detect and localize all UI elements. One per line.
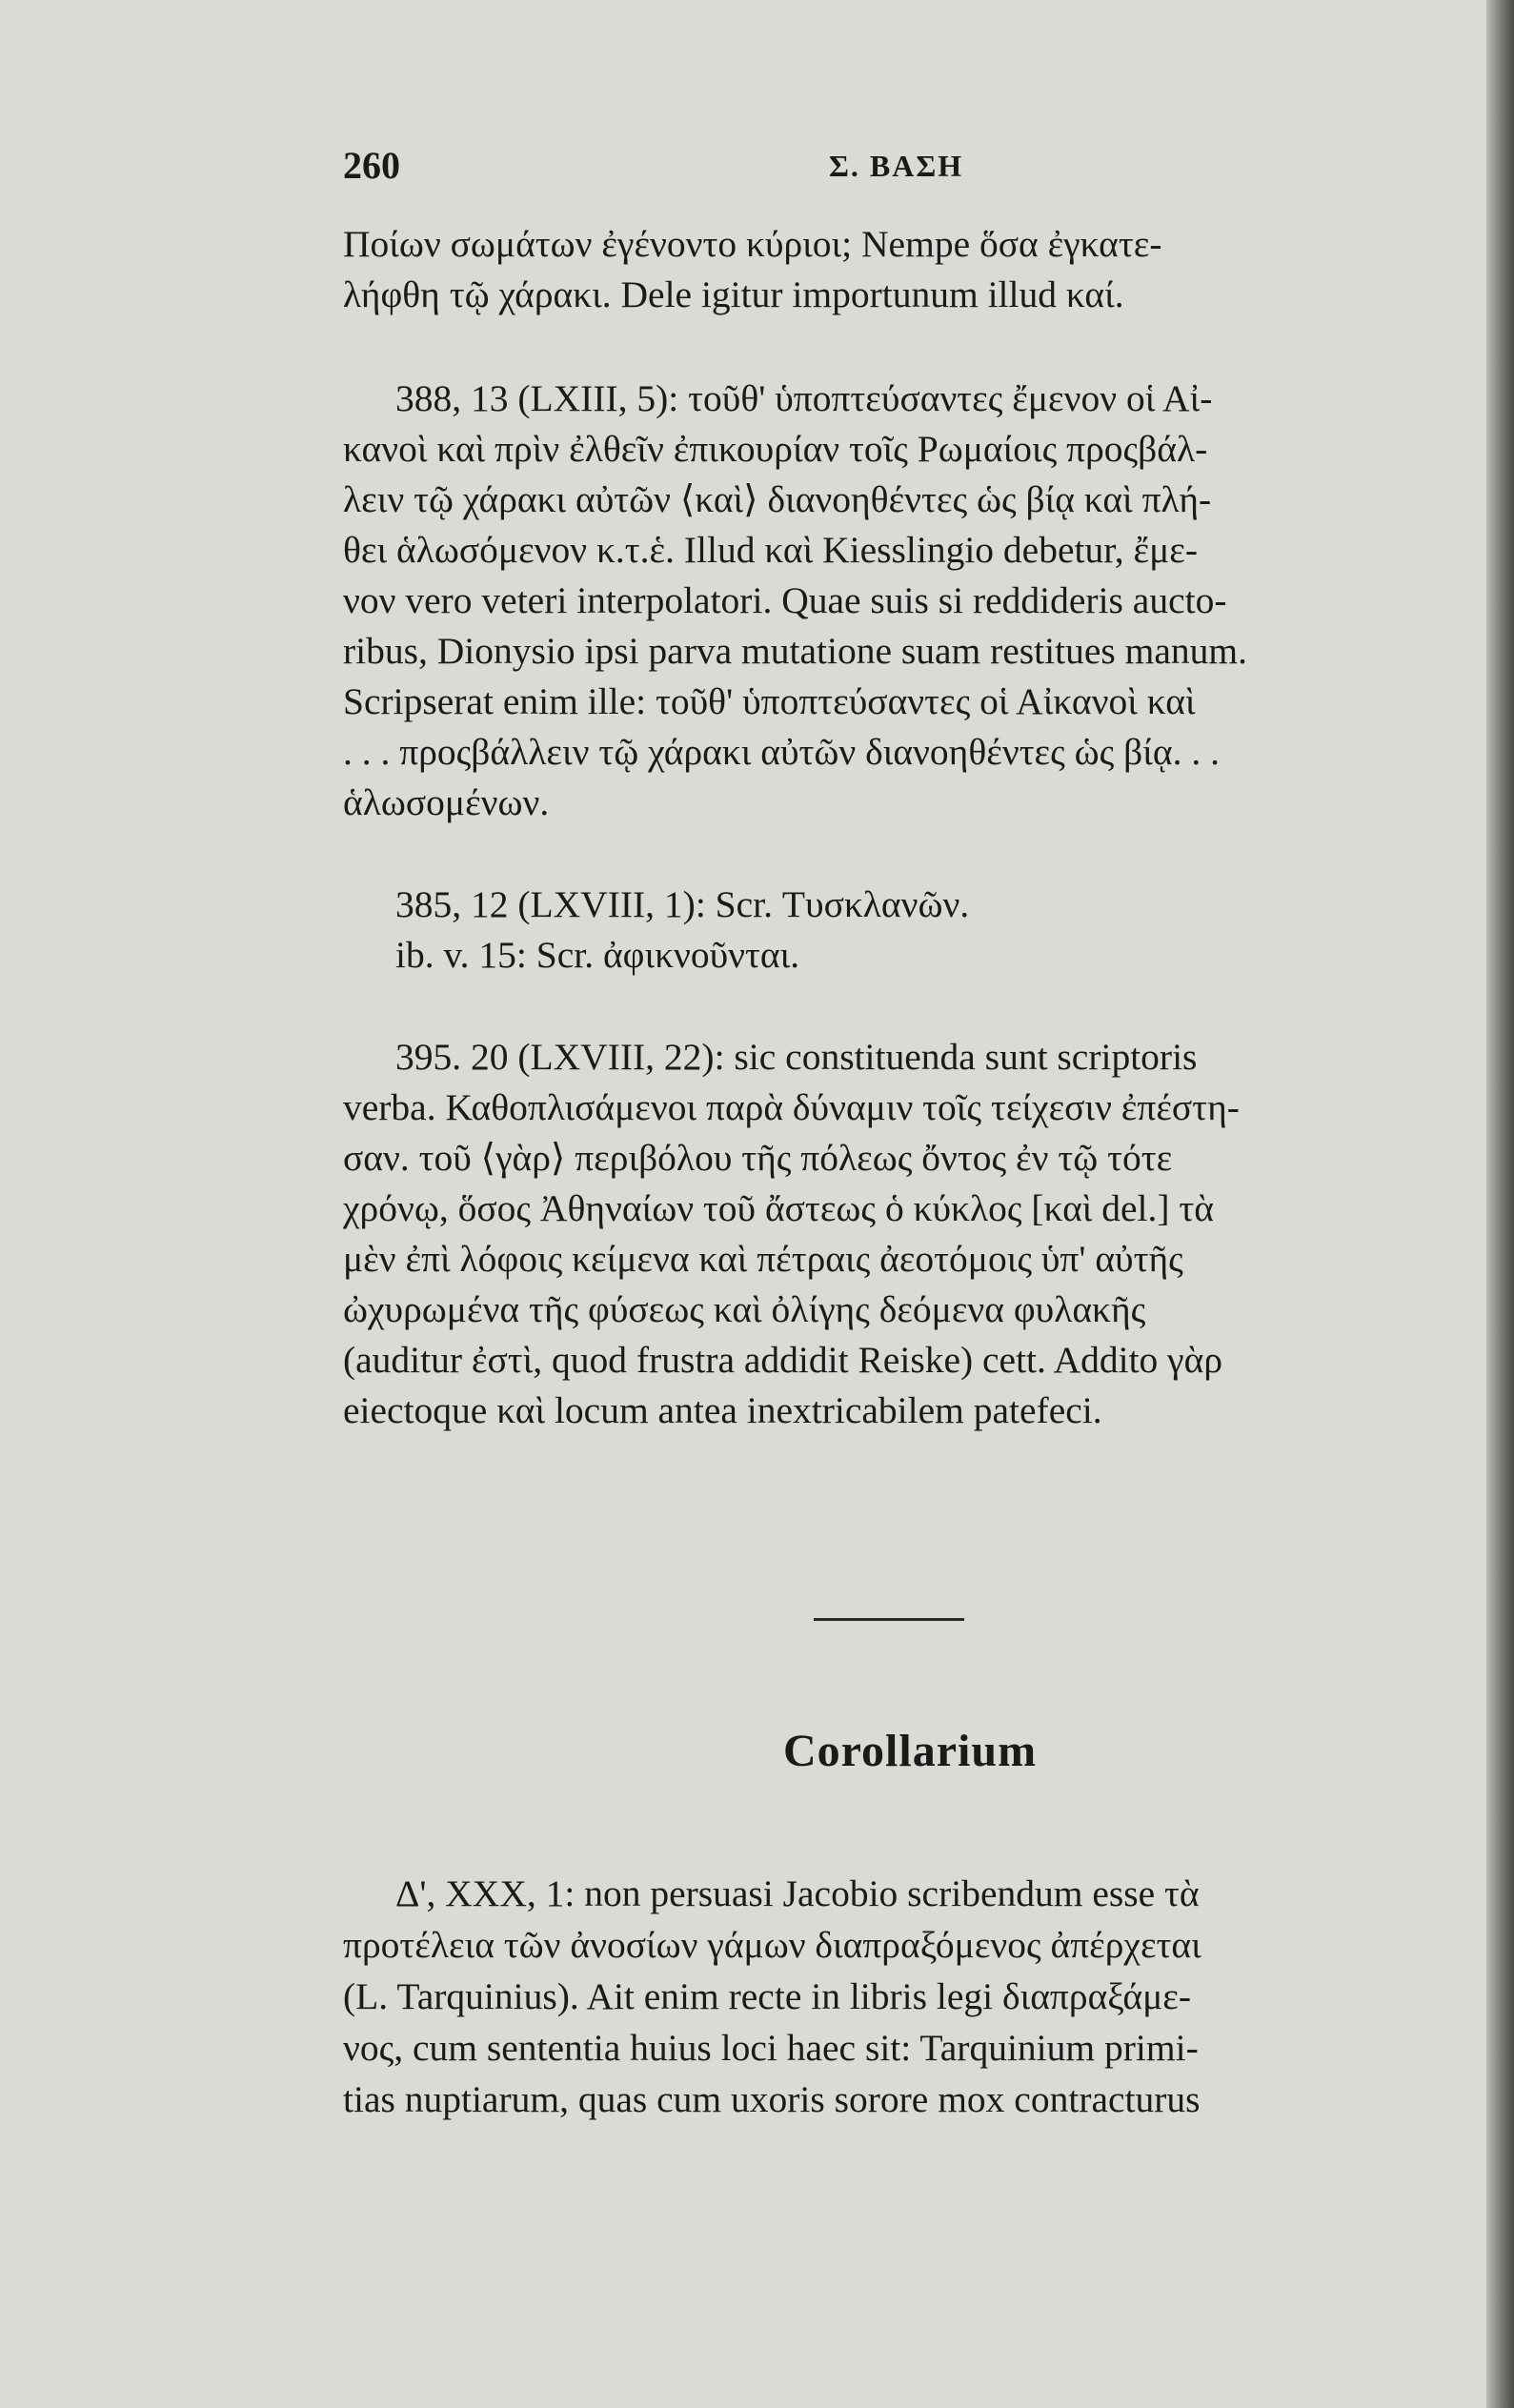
text-line: μὲν ἐπὶ λόφοις κείμενα καὶ πέτραις ἀεοτόμοις ὑπ' αὐτῆς bbox=[343, 1238, 1183, 1280]
text-line: θει ἁλωσόμενον κ.τ.ἑ. Illud καὶ Kiesslingio debetur, ἔμε- bbox=[343, 529, 1199, 571]
running-head bbox=[343, 143, 1477, 200]
text-line: (auditur ἐστὶ, quod frustra addidit Reiske) cett. Addito γὰρ bbox=[343, 1339, 1223, 1381]
text-line: Scripserat enim ille: τοῦθ' ὑποπτεύσαντες οἱ Αἰκανοὶ καὶ bbox=[343, 680, 1196, 722]
section-title: Corollarium bbox=[782, 1726, 1038, 1776]
text-line: 388, 13 (LXIII, 5): τοῦθ' ὑποπτεύσαντες ἔμενον οἱ Αἰ- bbox=[395, 377, 1213, 419]
text-line: ἁλωσομένων. bbox=[343, 781, 550, 823]
text-line: (L. Tarquinius). Ait enim recte in libris legi διαπραξάμε- bbox=[343, 1974, 1192, 2017]
corollary-paragraph bbox=[343, 1868, 1477, 2125]
text-line: νον vero veteri interpolatori. Quae suis si reddideris aucto- bbox=[343, 579, 1227, 621]
text-line: . . . προςβάλλειν τῷ χάρακι αὐτῶν διανοηθέντες ὡς βίᾳ. . . bbox=[343, 731, 1220, 773]
text-line: tias nuptiarum, quas cum uxoris sorore mox contracturus bbox=[343, 2077, 1201, 2120]
text-line: eiectoque καὶ locum antea inextricabilem patefeci. bbox=[343, 1389, 1102, 1431]
running-title: Σ. ΒΑΣΗ bbox=[829, 149, 964, 183]
paragraph-3 bbox=[343, 880, 1477, 981]
text-line: ὠχυρωμένα τῆς φύσεως καὶ ὀλίγης δεόμενα φυλακῆς bbox=[343, 1288, 1146, 1330]
paragraph-1 bbox=[343, 219, 1477, 320]
text-line: λειν τῷ χάρακι αὐτῶν ⟨καὶ⟩ διανοηθέντες ὡς βίᾳ καὶ πλή- bbox=[343, 478, 1212, 520]
text-line: προτέλεια τῶν ἀνοσίων γάμων διαπραξόμενος ἀπέρχεται bbox=[343, 1923, 1201, 1966]
text-line: Ποίων σωμάτων ἐγένοντο κύριοι; Nempe ὅσα ἐγκατε- bbox=[343, 223, 1162, 265]
text-line: νος, cum sententia huius loci haec sit: Tarquinium primi- bbox=[343, 2026, 1199, 2069]
text-line: 385, 12 (LXVIII, 1): Scr. Τυσκλανῶν. bbox=[395, 883, 970, 925]
text-line: 395. 20 (LXVIII, 22): sic constituenda sunt scriptoris bbox=[395, 1036, 1198, 1078]
corollary-text bbox=[343, 1830, 1477, 2162]
text-line: ribus, Dionysio ipsi parva mutatione suam restitues manum. bbox=[343, 630, 1247, 672]
section-divider bbox=[814, 1618, 964, 1621]
text-line: χρόνῳ, ὅσος Ἀθηναίων τοῦ ἄστεως ὁ κύκλος [καὶ del.] τὰ bbox=[343, 1187, 1214, 1229]
text-line: κανοὶ καὶ πρὶν ἐλθεῖν ἐπικουρίαν τοῖς Ρωμαίοις προςβάλ- bbox=[343, 428, 1208, 470]
text-line: λήφθη τῷ χάρακι. Dele igitur importunum illud καί. bbox=[343, 273, 1124, 315]
text-line: Δ', XXX, 1: non persuasi Jacobio scribendum esse τὰ bbox=[395, 1872, 1200, 1914]
paragraph-4 bbox=[343, 1032, 1477, 1436]
text-line: σαν. τοῦ ⟨γὰρ⟩ περιβόλου τῆς πόλεως ὄντος ἐν τῷ τότε bbox=[343, 1137, 1173, 1179]
page-number: 260 bbox=[343, 144, 400, 187]
page-edge-shadow bbox=[1486, 0, 1514, 2408]
main-text bbox=[343, 219, 1477, 1436]
text-line: verba. Καθοπλισάμενοι παρὰ δύναμιν τοῖς τείχεσιν ἐπέστη- bbox=[343, 1086, 1240, 1128]
text-line: ib. v. 15: Scr. ἀφικνοῦνται. bbox=[395, 934, 800, 976]
paragraph-2 bbox=[343, 374, 1477, 828]
